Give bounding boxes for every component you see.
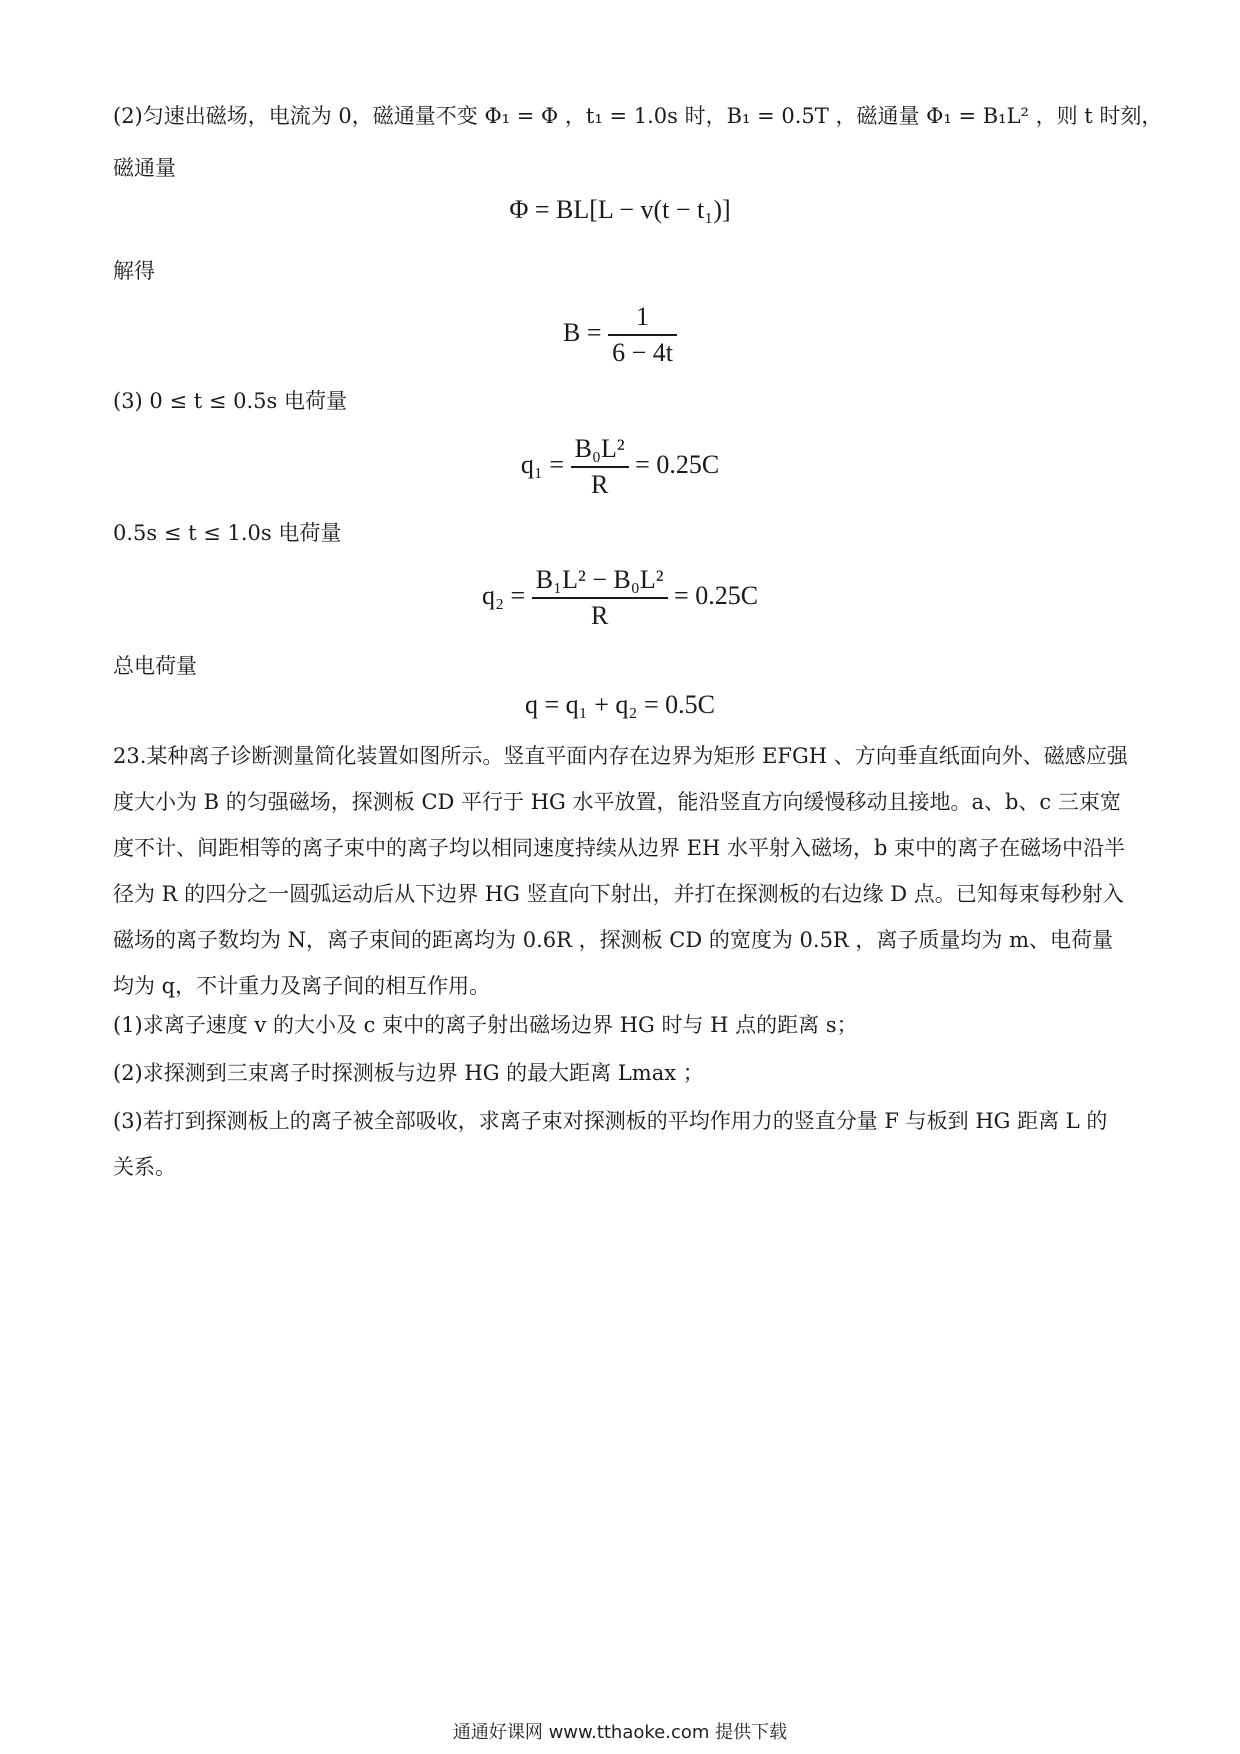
eq4-fraction [532,563,668,633]
eq3-lhs: q₁ = [520,449,565,479]
question-2: (2)求探测到三束离子时探测板与边界 HG 的最大距离 Lmax ； [113,1061,704,1085]
eq4-rhs: = 0.25C [674,580,759,610]
eq2-lhs: B = [563,317,602,347]
eq3-fraction [571,432,629,502]
equation-q1 [0,432,1240,502]
equation-flux: Φ = BL[L − v(t − t₁)] [509,195,731,224]
part2-line1: (2)匀速出磁场，电流为 0，磁通量不变 Φ₁ = Φ ，t₁ = 1.0s 时，B₁ = 0.5T ，磁通量 Φ₁ = B₁L² ，则 t 时刻， [113,104,1163,128]
equation-q2 [0,563,1240,633]
equation-B [0,300,1240,370]
part3-label1: (3) 0 ≤ t ≤ 0.5s 电荷量 [113,389,347,413]
eq2-fraction [608,300,677,370]
eq3-rhs: = 0.25C [635,449,720,479]
question-3: (3)若打到探测板上的离子被全部吸收，求离子束对探测板的平均作用力的竖直分量 F 与板到 HG 距离 L 的关系。 [113,1109,1108,1179]
eq3-numerator: B₀L² [571,432,629,468]
footer-watermark: 通通好课网 www.tthaoke.com 提供下载 [452,1722,788,1743]
eq2-denominator: 6 − 4t [612,338,673,367]
question-1: (1)求离子速度 v 的大小及 c 束中的离子射出磁场边界 HG 时与 H 点的距离 s； [113,1013,858,1037]
part3-label2: 0.5s ≤ t ≤ 1.0s 电荷量 [113,521,342,545]
eq2-numerator: 1 [608,300,677,336]
equation-q-total: q = q₁ + q₂ = 0.5C [525,690,715,719]
solve-label: 解得 [113,259,155,283]
eq4-denominator: R [590,601,609,630]
part3-label3: 总电荷量 [113,654,197,678]
problem-23-stem: 23.某种离子诊断测量简化装置如图所示。竖直平面内存在边界为矩形 EFGH 、方向垂直纸面向外、磁感应强度大小为 B 的匀强磁场，探测板 CD 平行于 HG 水平放置，能沿竖直方向缓慢移动且接地。a、b、c 三束宽度不计、间距相等的离子束中的离子均以相同速度持续从边界 EH 水平射入磁场，b 束中的离子在磁场中沿半径为 R 的四分之一圆弧运动后从下边界 HG 竖直向下射出，并打在探测板的右边缘 D 点。已知每束每秒射入磁场的离子数均为 N，离子束间的距离均为 0.6R ，探测板 CD 的宽度为 0.5R ，离子质量均为 m、电荷量均为 q，不计重力及离子间的相互作用。 [113,744,1128,998]
eq3-denominator: R [590,470,609,499]
part2-line2: 磁通量 [113,156,176,180]
eq4-numerator: B₁L² − B₀L² [532,563,668,599]
eq4-lhs: q₂ = [481,580,526,610]
